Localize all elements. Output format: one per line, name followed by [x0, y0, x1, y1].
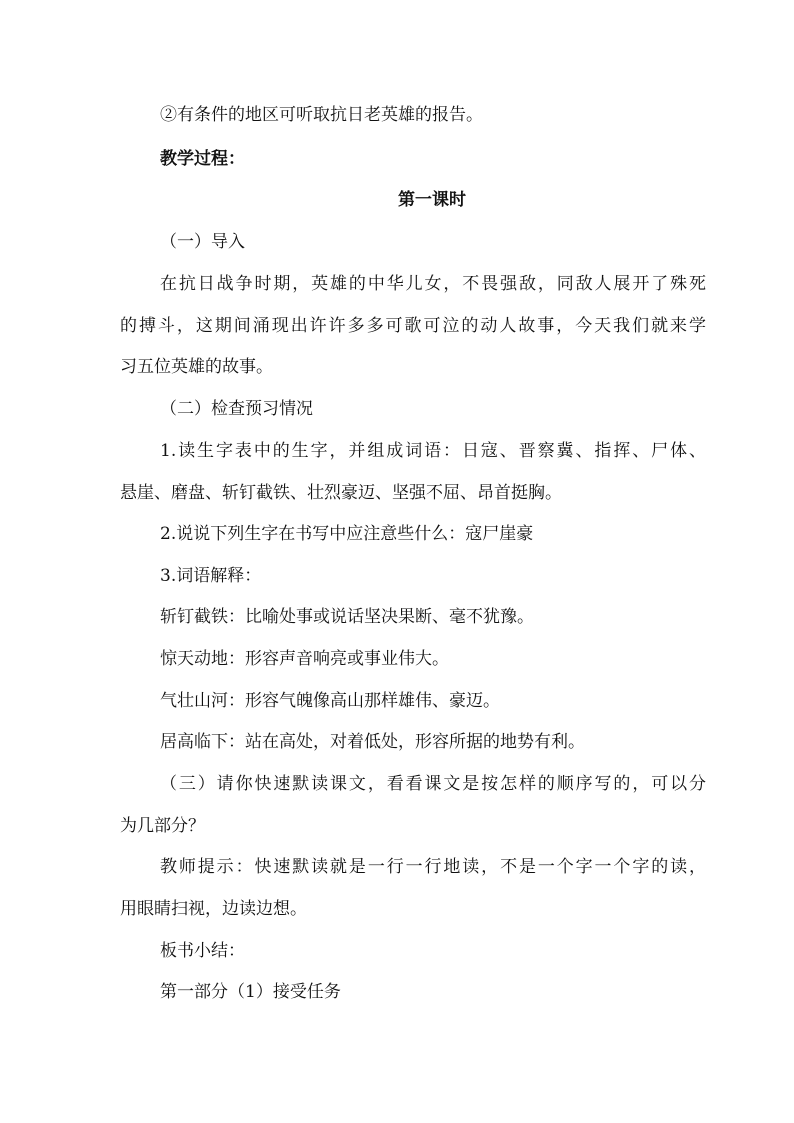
- summary-part-1: 第一部分（1）接受任务: [160, 982, 341, 1002]
- word-definition-2: 惊天动地：形容声音响亮或事业伟大。: [160, 649, 449, 669]
- intro-paragraph-line-2: 的搏斗，这期间涌现出许许多多可歌可泣的动人故事，今天我们就来学: [120, 316, 706, 336]
- intro-paragraph-line-1: 在抗日战争时期，英雄的中华儿女，不畏强敌，同敌人展开了殊死: [160, 274, 706, 294]
- preview-item-1-line-2: 悬崖、磨盘、斩钉截铁、壮烈豪迈、坚强不屈、昂首挺胸。: [120, 483, 562, 503]
- preview-item-1-line-1: 1.读生字表中的生字，并组成词语：日寇、晋察冀、指挥、尸体、: [160, 441, 706, 461]
- section-heading-intro: （一）导入: [160, 232, 245, 252]
- reading-task-line-2: 为几部分？: [120, 816, 205, 836]
- teacher-tip-line-2: 用眼睛扫视，边读边想。: [120, 899, 307, 919]
- word-definition-3: 气壮山河：形容气魄像高山那样雄伟、豪迈。: [160, 691, 500, 711]
- board-summary-heading: 板书小结：: [160, 941, 245, 961]
- reading-task-line-1: （三）请你快速默读课文，看看课文是按怎样的顺序写的，可以分: [160, 774, 706, 794]
- intro-paragraph-line-3: 习五位英雄的故事。: [120, 357, 273, 377]
- preview-item-2: 2.说说下列生字在书写中应注意些什么：寇尸崖豪: [160, 524, 534, 544]
- teacher-tip-line-1: 教师提示：快速默读就是一行一行地读，不是一个字一个字的读，: [160, 857, 706, 877]
- section-heading-preview-check: （二）检查预习情况: [160, 399, 313, 419]
- requirement-item-2: ②有条件的地区可听取抗日老英雄的报告。: [160, 105, 483, 125]
- teaching-process-heading: 教学过程：: [160, 149, 245, 169]
- lesson-title: 第一课时: [398, 190, 466, 210]
- word-definition-4: 居高临下：站在高处，对着低处，形容所据的地势有利。: [160, 732, 585, 752]
- preview-item-3: 3.词语解释：: [160, 566, 262, 586]
- word-definition-1: 斩钉截铁：比喻处事或说话坚决果断、毫不犹豫。: [160, 607, 534, 627]
